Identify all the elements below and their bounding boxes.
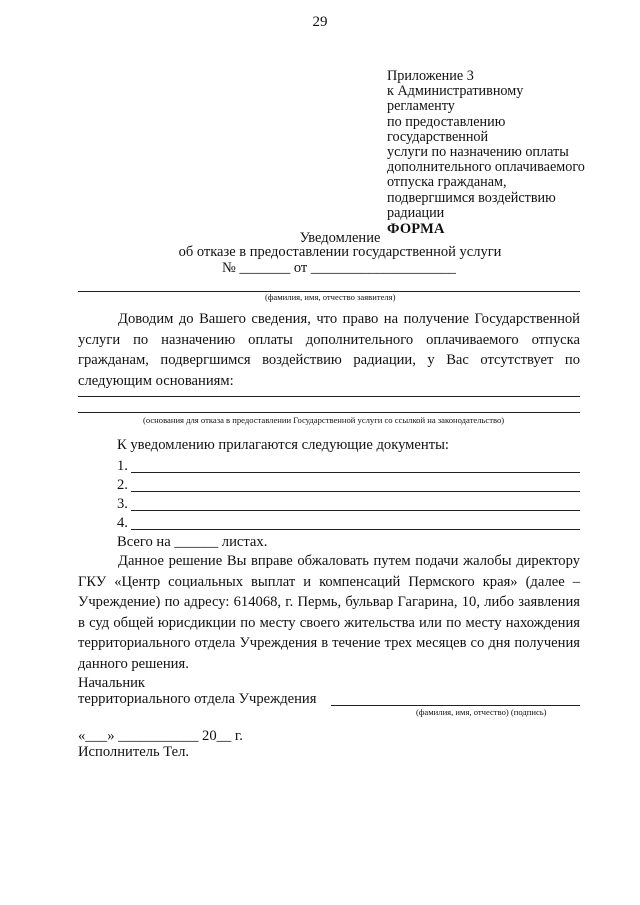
- attachment-line: [131, 491, 580, 492]
- appendix-line: государственной: [387, 128, 489, 145]
- refusal-paragraph: [78, 309, 580, 391]
- attachment-number: 2.: [117, 477, 128, 493]
- signature-caption: (фамилия, имя, отчество) (подпись): [416, 707, 547, 717]
- grounds-line: [78, 396, 580, 397]
- date-line: «___» ___________ 20__ г.: [78, 728, 243, 744]
- grounds-caption: (основания для отказа в предоставлении Государственной услуги со ссылкой на законодательство): [143, 415, 505, 425]
- signature-position: Начальник: [78, 675, 146, 691]
- notice-number-line: № _______ от ____________________: [222, 260, 456, 276]
- signature-department: территориального отдела Учреждения: [78, 691, 317, 707]
- appendix-header: [387, 69, 632, 237]
- attachments-intro: К уведомлению прилагаются следующие документы:: [117, 437, 449, 453]
- appeal-text: Данное решение Вы вправе обжаловать путем подачи жалобы директору ГКУ «Центр социальных выплат и компенсаций Пермского края» (далее – Учреждение) по адресу: 614068, г. Пермь, бульвар Гагарина, 10, либо заявления в суд общей юрисдикции по месту своего жительства или по месту нахождения территориального отдела Учреждения в течение трех месяцев со дня получения данного решения.: [78, 553, 580, 672]
- applicant-caption: (фамилия, имя, отчество заявителя): [265, 292, 396, 302]
- appendix-line: услуги по назначению оплаты: [387, 144, 569, 161]
- notice-title: Уведомление: [299, 230, 381, 246]
- attachment-number: 3.: [117, 496, 128, 512]
- executor-line: Исполнитель Тел.: [78, 744, 190, 760]
- appeal-paragraph: [78, 551, 580, 674]
- attachment-line: [131, 510, 580, 511]
- appendix-line: подвергшимся воздействию: [387, 189, 556, 206]
- appendix-line: регламенту: [387, 98, 455, 115]
- grounds-line: [78, 412, 580, 413]
- form-label: ФОРМА: [387, 221, 445, 238]
- refusal-text: Доводим до Вашего сведения, что право на получение Государственной услуги по назначению оплаты дополнительного оплачиваемого отпуска гражданам, подвергшимся воздействию радиации, у Вас отсутствует по следующим основаниям:: [78, 311, 580, 389]
- signature-line: [331, 705, 580, 706]
- attachment-line: [131, 529, 580, 530]
- appendix-line: отпуска гражданам,: [387, 174, 507, 191]
- attachment-number: 1.: [117, 458, 128, 474]
- appendix-line: дополнительного оплачиваемого: [387, 159, 585, 176]
- attachment-number: 4.: [117, 515, 128, 531]
- appendix-line: по предоставлению: [387, 113, 506, 130]
- page-number: 29: [312, 14, 328, 30]
- appendix-line: радиации: [387, 204, 445, 221]
- appendix-line: к Административному: [387, 83, 524, 100]
- attachment-line: [131, 472, 580, 473]
- total-sheets: Всего на ______ листах.: [117, 534, 268, 550]
- appendix-line: Приложение 3: [387, 68, 474, 84]
- notice-subtitle: об отказе в предоставлении государственной услуги: [178, 244, 502, 260]
